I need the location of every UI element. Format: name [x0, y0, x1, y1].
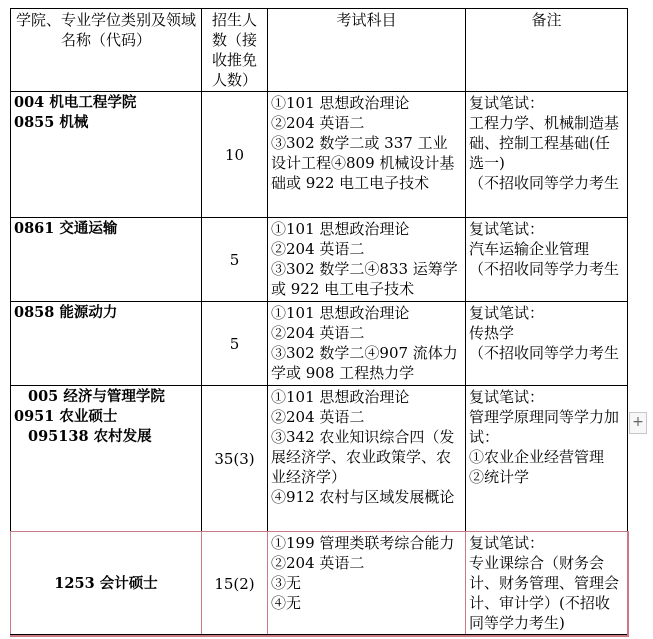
- table-row: [11, 218, 628, 302]
- note-line: 复试笔试：: [469, 94, 545, 112]
- subjects-cell: [268, 386, 466, 532]
- note-line: （不招收同等学力考生: [469, 174, 620, 192]
- subject-line: ③302 数学二④907 流体力学或 908 工程热力学: [271, 344, 458, 382]
- subject-line: ③302 数学二④833 运筹学或 922 电工电子技术: [271, 260, 458, 298]
- unit-line: 0858 能源动力: [14, 304, 118, 321]
- note-line: 汽车运输企业管理: [469, 240, 590, 258]
- subject-line: ④912 农村与区域发展概论: [271, 488, 455, 506]
- subject-line: ③无: [271, 574, 302, 592]
- note-line: 专业课综合（财务会计、财务管理、管理会计、审计学）(不招收同等学力考生): [469, 554, 620, 632]
- note-line: ②统计学: [469, 468, 530, 486]
- divider: [10, 634, 627, 635]
- subject-line: ②204 英语二: [271, 554, 365, 572]
- subject-line: ④无: [271, 594, 302, 612]
- note-line: （不招收同等学力考生: [469, 260, 620, 278]
- note-line: 复试笔试：: [469, 304, 545, 322]
- subject-line: ②204 英语二: [271, 408, 365, 426]
- subject-line: ①101 思想政治理论: [271, 94, 410, 112]
- count-cell: 15(2): [202, 532, 268, 636]
- subject-line: ①101 思想政治理论: [271, 388, 410, 406]
- note-line: 工程力学、机械制造基础、控制工程基础(任选一): [469, 114, 620, 172]
- header-unit: 学院、专业学位类别及领域名称（代码）: [11, 9, 202, 92]
- header-count: 招生人数（接收推免人数）: [202, 9, 268, 92]
- header-row: [11, 9, 628, 92]
- unit-cell: [11, 532, 202, 636]
- table-row: [11, 386, 628, 532]
- subject-line: ③302 数学二或 337 工业设计工程④809 机械设计基础或 922 电工电子技术: [271, 134, 455, 192]
- header-subjects: 考试科目: [268, 9, 466, 92]
- subjects-cell: [268, 92, 466, 218]
- subject-line: ①199 管理类联考综合能力: [271, 534, 455, 552]
- unit-cell: [11, 302, 202, 386]
- admissions-table: [10, 8, 628, 636]
- unit-line: 0861 交通运输: [14, 220, 118, 237]
- notes-cell: [466, 386, 628, 532]
- note-line: 复试笔试：: [469, 534, 545, 552]
- unit-line: 095138 农村发展: [28, 428, 152, 445]
- note-line: 复试笔试：: [469, 388, 545, 406]
- unit-cell: [11, 92, 202, 218]
- subjects-cell: [268, 218, 466, 302]
- subject-line: ①101 思想政治理论: [271, 220, 410, 238]
- header-notes: 备注: [466, 9, 628, 92]
- note-line: （不招收同等学力考生: [469, 344, 620, 362]
- subject-line: ②204 英语二: [271, 240, 365, 258]
- subjects-cell: [268, 302, 466, 386]
- subject-line: ①101 思想政治理论: [271, 304, 410, 322]
- unit-line: 0951 农业硕士: [14, 408, 118, 425]
- notes-cell: [466, 218, 628, 302]
- table-row: [11, 302, 628, 386]
- subject-line: ③342 农业知识综合四（发展经济学、农业政策学、农业经济学）: [271, 428, 455, 486]
- unit-line: 0855 机械: [14, 114, 89, 131]
- unit-line: 1253 会计硕士: [54, 574, 158, 592]
- subjects-cell: [268, 532, 466, 636]
- notes-cell: [466, 302, 628, 386]
- note-line: 传热学: [469, 324, 515, 342]
- note-line: ①农业企业经营管理: [469, 448, 605, 466]
- subject-line: ②204 英语二: [271, 324, 365, 342]
- note-line: 复试笔试：: [469, 220, 545, 238]
- count-cell: 5: [202, 218, 268, 302]
- unit-line: 005 经济与管理学院: [28, 388, 165, 405]
- note-line: 管理学原理同等学力加试：: [469, 408, 620, 446]
- count-cell: 5: [202, 302, 268, 386]
- table-row-selected: [11, 532, 628, 636]
- count-cell: 10: [202, 92, 268, 218]
- notes-cell: [466, 92, 628, 218]
- unit-cell: [11, 386, 202, 532]
- expand-table-button[interactable]: +: [629, 412, 647, 434]
- unit-line: 004 机电工程学院: [14, 94, 137, 111]
- table-row: [11, 92, 628, 218]
- notes-cell: [466, 532, 628, 636]
- count-cell: 35(3): [202, 386, 268, 532]
- unit-cell: [11, 218, 202, 302]
- subject-line: ②204 英语二: [271, 114, 365, 132]
